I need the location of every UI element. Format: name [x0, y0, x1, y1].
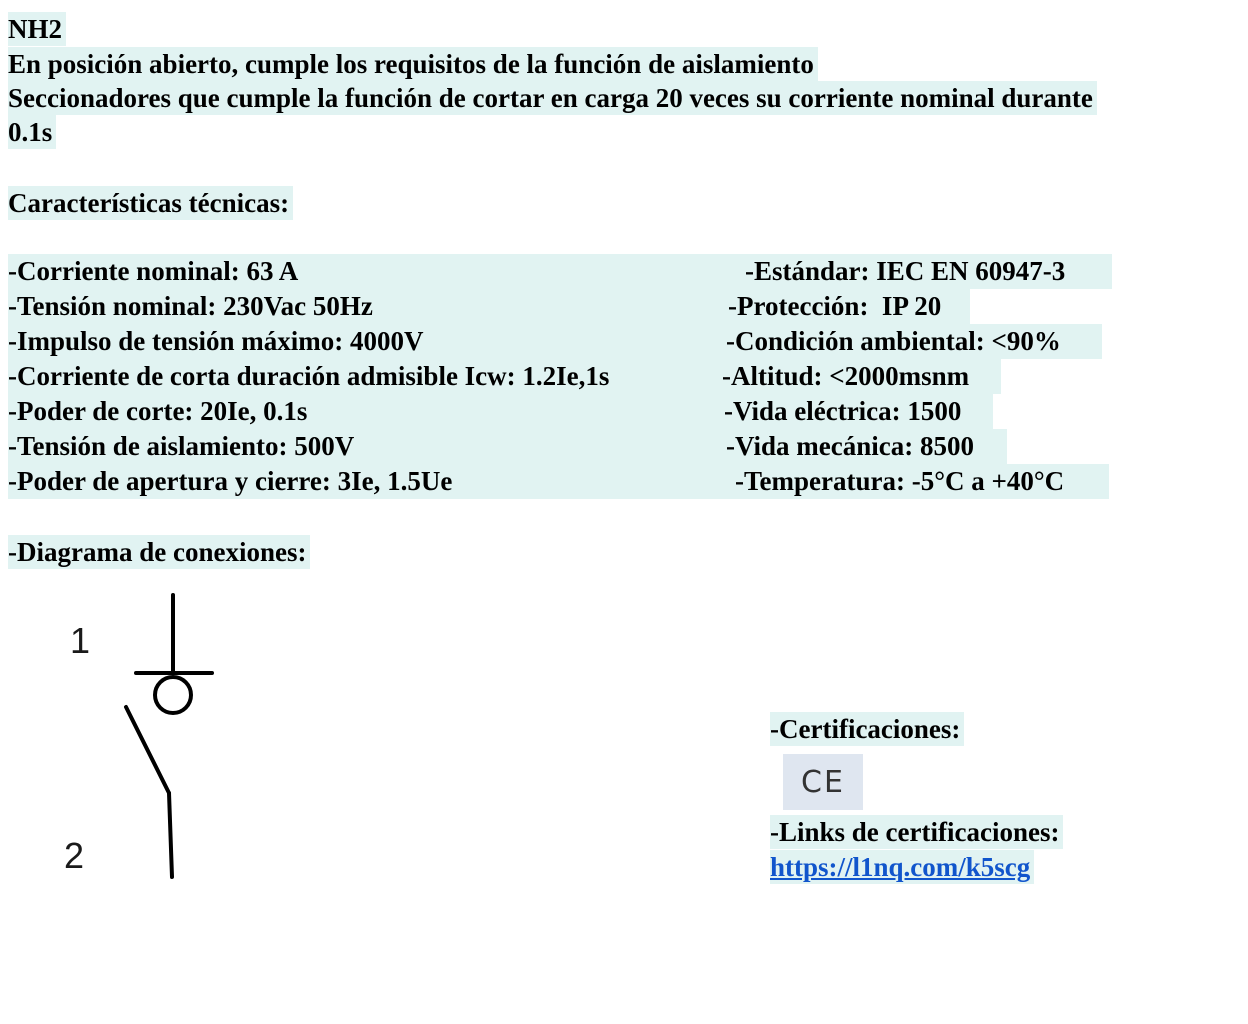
terminal-label-top: 1 [70, 620, 91, 661]
certifications-heading-line [770, 712, 964, 746]
spec-left: -Tensión de aislamiento: 500V [8, 431, 355, 461]
description-line-1 [8, 47, 818, 81]
cert-link-line [770, 850, 1034, 884]
spec-left: -Poder de corte: 20Ie, 0.1s [8, 396, 308, 426]
spec-row [8, 394, 993, 429]
spec-left: -Tensión nominal: 230Vac 50Hz [8, 291, 373, 321]
spec-right: -Condición ambiental: <90% [726, 326, 1061, 356]
cert-links-heading: -Links de certificaciones: [770, 815, 1063, 849]
spec-row [8, 254, 1112, 289]
description-line-3 [8, 115, 56, 149]
spec-row [8, 464, 1109, 499]
spec-right: -Protección: IP 20 [728, 291, 942, 321]
spec-left: -Impulso de tensión máximo: 4000V [8, 326, 424, 356]
certification-link[interactable]: https://l1nq.com/k5scg [770, 852, 1031, 882]
description-text-1: En posición abierto, cumple los requisitos de la función de aislamiento [8, 47, 818, 81]
spec-row [8, 429, 1007, 464]
spec-row [8, 289, 970, 324]
connection-diagram [40, 585, 260, 895]
diagram-heading: -Diagrama de conexiones: [8, 535, 310, 569]
specs-heading: Características técnicas: [8, 186, 293, 220]
spec-right: -Vida mecánica: 8500 [726, 431, 974, 461]
terminal-label-bottom: 2 [64, 835, 85, 876]
description-text-2: Seccionadores que cumple la función de cortar en carga 20 veces su corriente nominal durante [8, 81, 1097, 115]
specs-heading-line [8, 186, 293, 220]
description-line-2 [8, 81, 1097, 115]
spec-row [8, 359, 1001, 394]
ce-mark-icon: CE [783, 754, 863, 810]
spec-right: -Vida eléctrica: 1500 [724, 396, 962, 426]
certifications-heading: -Certificaciones: [770, 712, 964, 746]
diagram-heading-line [8, 535, 310, 569]
spec-right: -Altitud: <2000msnm [722, 361, 970, 391]
spec-left: -Corriente de corta duración admisible Icw: 1.2Ie,1s [8, 361, 610, 391]
cert-links-heading-line [770, 815, 1063, 849]
cert-link-wrapper [770, 850, 1034, 884]
spec-row [8, 324, 1102, 359]
product-title: NH2 [8, 12, 66, 46]
spec-left: -Corriente nominal: 63 A [8, 256, 299, 286]
product-title-line [8, 12, 66, 46]
spec-right: -Estándar: IEC EN 60947-3 [745, 256, 1066, 286]
spec-left: -Poder de apertura y cierre: 3Ie, 1.5Ue [8, 466, 453, 496]
description-text-3: 0.1s [8, 115, 56, 149]
spec-right: -Temperatura: -5°C a +40°C [735, 466, 1065, 496]
